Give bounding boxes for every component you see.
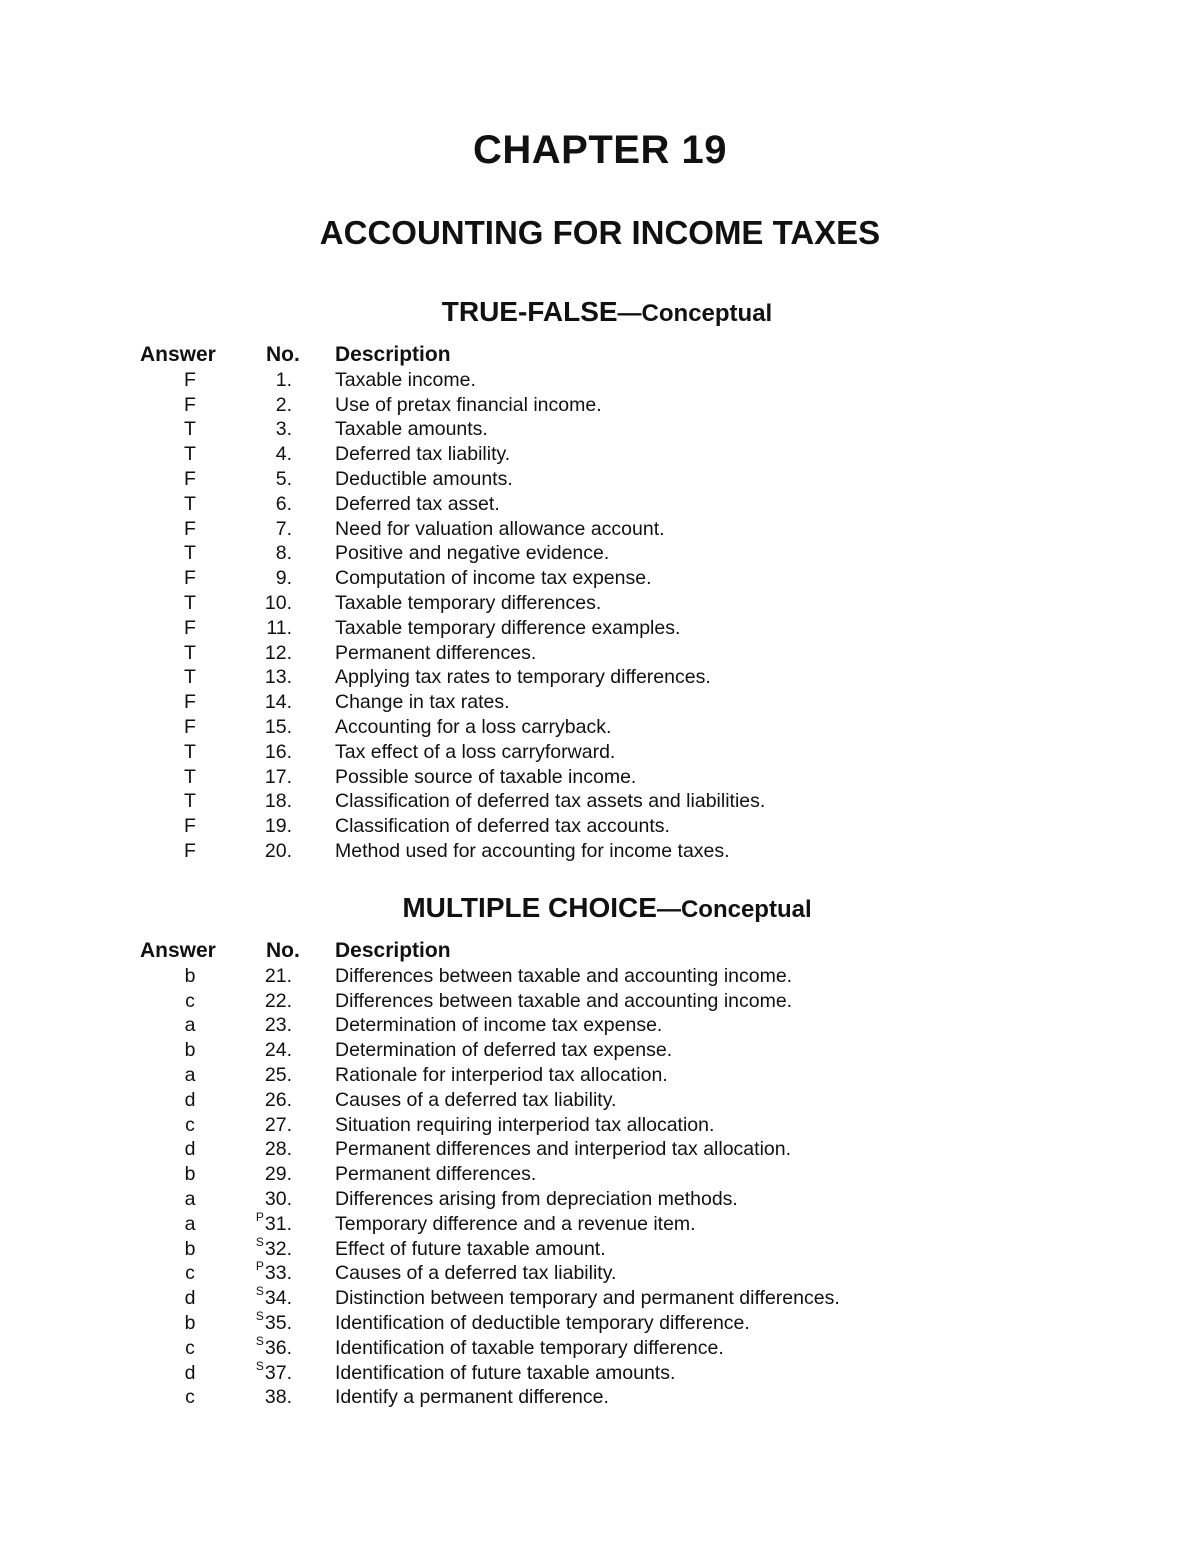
question-number: 31.: [264, 1212, 292, 1235]
number-cell: [230, 566, 292, 591]
question-number: 38.: [264, 1386, 292, 1409]
description-cell: Permanent differences and interperiod tax allocation.: [335, 1138, 792, 1161]
answer-cell: T: [184, 790, 196, 813]
answer-cell: T: [184, 765, 196, 788]
answer-column-header: Answer: [140, 939, 216, 962]
description-cell: Need for valuation allowance account.: [335, 517, 665, 540]
question-number: 9.: [275, 567, 292, 590]
description-cell: Tax effect of a loss carryforward.: [335, 740, 616, 763]
number-cell: [230, 740, 292, 765]
table-row: [0, 1358, 1200, 1386]
answer-cell: T: [184, 641, 196, 664]
table-row: [0, 690, 1200, 715]
multiple-choice-heading-main: MULTIPLE CHOICE: [402, 892, 657, 923]
number-cell: [230, 789, 292, 814]
chapter-title: CHAPTER 19: [473, 128, 727, 172]
description-cell: Deductible amounts.: [335, 467, 513, 490]
table-row: [0, 1333, 1200, 1361]
question-number: 26.: [264, 1088, 292, 1111]
answer-cell: T: [184, 492, 196, 515]
question-number: 19.: [264, 815, 292, 838]
question-mark-superscript: S: [255, 1284, 264, 1299]
answer-cell: c: [185, 1336, 195, 1359]
true-false-heading-sub: —Conceptual: [617, 300, 773, 327]
number-column-header: No.: [266, 343, 300, 366]
answer-cell: T: [184, 542, 196, 565]
answer-cell: F: [184, 815, 196, 838]
question-number: 24.: [264, 1039, 292, 1062]
table-row: [0, 715, 1200, 740]
question-number: 18.: [264, 790, 292, 813]
answer-cell: b: [184, 1039, 196, 1062]
answer-cell: F: [184, 517, 196, 540]
table-row: [0, 591, 1200, 616]
answer-cell: d: [184, 1088, 196, 1111]
table-row: [0, 1234, 1200, 1262]
number-cell: [230, 368, 292, 393]
description-cell: Classification of deferred tax assets and liabilities.: [335, 790, 766, 813]
answer-cell: F: [184, 691, 196, 714]
description-cell: Rationale for interperiod tax allocation.: [335, 1063, 668, 1086]
question-mark-superscript: P: [255, 1209, 264, 1224]
description-cell: Deferred tax liability.: [335, 443, 511, 466]
question-number: 36.: [264, 1336, 292, 1359]
table-row: [0, 1063, 1200, 1088]
question-number: 22.: [264, 989, 292, 1012]
question-number: 8.: [275, 542, 292, 565]
answer-cell: c: [185, 1386, 195, 1409]
question-number: 15.: [264, 715, 292, 738]
description-cell: Taxable income.: [335, 368, 476, 391]
description-cell: Use of pretax financial income.: [335, 393, 602, 416]
number-cell: [230, 1358, 292, 1388]
question-number: 29.: [264, 1163, 292, 1186]
answer-cell: a: [184, 1014, 196, 1037]
table-row: [0, 1385, 1200, 1410]
question-number: 12.: [264, 641, 292, 664]
question-number: 4.: [275, 443, 292, 466]
multiple-choice-heading: [0, 892, 1200, 924]
chapter-subtitle: ACCOUNTING FOR INCOME TAXES: [319, 214, 881, 251]
question-number: 13.: [264, 666, 292, 689]
table-row: [0, 1261, 1200, 1286]
number-cell: [230, 989, 292, 1014]
table-row: [0, 517, 1200, 542]
question-mark-superscript: S: [255, 1358, 264, 1373]
number-cell: [230, 517, 292, 542]
number-cell: [230, 839, 292, 864]
description-cell: Determination of deferred tax expense.: [335, 1039, 673, 1062]
question-number: 14.: [264, 691, 292, 714]
description-cell: Taxable amounts.: [335, 418, 488, 441]
table-row: [0, 1013, 1200, 1038]
question-number: 25.: [264, 1063, 292, 1086]
table-row: [0, 566, 1200, 591]
description-cell: Applying tax rates to temporary differences.: [335, 666, 711, 689]
number-cell: [230, 541, 292, 566]
description-cell: Effect of future taxable amount.: [335, 1237, 606, 1260]
question-number: 17.: [264, 765, 292, 788]
description-cell: Identification of future taxable amounts.: [335, 1361, 676, 1384]
answer-cell: d: [184, 1361, 196, 1384]
number-cell: [230, 665, 292, 690]
answer-cell: b: [184, 1163, 196, 1186]
number-column-header: No.: [266, 939, 300, 962]
number-cell: [230, 1187, 292, 1212]
description-cell: Identification of deductible temporary difference.: [335, 1311, 750, 1334]
description-cell: Deferred tax asset.: [335, 492, 500, 515]
number-cell: [230, 1063, 292, 1088]
question-number: 11.: [266, 616, 292, 639]
multiple-choice-rows: [0, 964, 1200, 1410]
description-cell: Temporary difference and a revenue item.: [335, 1212, 696, 1235]
answer-cell: b: [184, 964, 196, 987]
answer-cell: a: [184, 1063, 196, 1086]
question-number: 34.: [264, 1287, 292, 1310]
true-false-heading: [0, 296, 1200, 328]
answer-cell: T: [184, 443, 196, 466]
true-false-heading-main: TRUE-FALSE: [441, 296, 618, 327]
description-column-header: Description: [335, 939, 451, 962]
table-row: [0, 1088, 1200, 1113]
table-row: [0, 740, 1200, 765]
description-cell: Permanent differences.: [335, 1163, 537, 1186]
question-number: 7.: [275, 517, 292, 540]
description-cell: Identify a permanent difference.: [335, 1386, 609, 1409]
number-cell: [230, 1162, 292, 1187]
answer-cell: b: [184, 1237, 196, 1260]
table-header-row: [0, 343, 1200, 368]
table-row: [0, 368, 1200, 393]
description-cell: Change in tax rates.: [335, 691, 510, 714]
number-cell: [230, 641, 292, 666]
answer-cell: T: [184, 418, 196, 441]
description-cell: Differences between taxable and accounting income.: [335, 964, 793, 987]
answer-cell: a: [184, 1212, 196, 1235]
table-row: [0, 641, 1200, 666]
answer-cell: F: [184, 467, 196, 490]
number-cell: [230, 1113, 292, 1138]
table-header-row: [0, 939, 1200, 964]
table-row: [0, 1137, 1200, 1162]
question-number: 1.: [275, 368, 292, 391]
question-number: 37.: [264, 1361, 292, 1384]
question-mark-superscript: S: [255, 1308, 264, 1323]
table-row: [0, 765, 1200, 790]
question-number: 6.: [275, 492, 292, 515]
question-number: 23.: [264, 1014, 292, 1037]
number-cell: [230, 1088, 292, 1113]
true-false-rows: [0, 368, 1200, 864]
question-number: 2.: [275, 393, 292, 416]
true-false-table: [0, 343, 1200, 864]
table-row: [0, 393, 1200, 418]
answer-cell: T: [184, 666, 196, 689]
number-cell: [230, 814, 292, 839]
question-number: 30.: [264, 1187, 292, 1210]
description-cell: Distinction between temporary and permanent differences.: [335, 1287, 840, 1310]
question-number: 10.: [264, 591, 292, 614]
table-row: [0, 616, 1200, 641]
table-row: [0, 1187, 1200, 1212]
description-cell: Identification of taxable temporary difference.: [335, 1336, 724, 1359]
question-number: 33.: [264, 1262, 292, 1285]
answer-cell: F: [184, 839, 196, 862]
number-cell: [230, 964, 292, 989]
description-cell: Accounting for a loss carryback.: [335, 715, 612, 738]
table-row: [0, 789, 1200, 814]
question-number: 27.: [264, 1113, 292, 1136]
question-mark-superscript: P: [255, 1259, 264, 1274]
question-number: 28.: [264, 1138, 292, 1161]
multiple-choice-heading-sub: —Conceptual: [656, 896, 812, 923]
table-row: [0, 989, 1200, 1014]
table-row: [0, 492, 1200, 517]
description-cell: Causes of a deferred tax liability.: [335, 1262, 617, 1285]
number-cell: [230, 690, 292, 715]
answer-cell: T: [184, 740, 196, 763]
description-cell: Differences arising from depreciation methods.: [335, 1187, 738, 1210]
table-row: [0, 442, 1200, 467]
question-number: 3.: [275, 418, 292, 441]
description-cell: Taxable temporary differences.: [335, 591, 602, 614]
answer-cell: b: [184, 1311, 196, 1334]
description-cell: Positive and negative evidence.: [335, 542, 610, 565]
description-cell: Possible source of taxable income.: [335, 765, 637, 788]
answer-column-header: Answer: [140, 343, 216, 366]
table-row: [0, 1113, 1200, 1138]
table-row: [0, 1308, 1200, 1336]
answer-cell: a: [184, 1187, 196, 1210]
question-mark-superscript: S: [255, 1234, 264, 1249]
number-cell: [230, 1038, 292, 1063]
question-number: 20.: [264, 839, 292, 862]
answer-cell: F: [184, 368, 196, 391]
answer-cell: F: [184, 715, 196, 738]
number-cell: [230, 1385, 292, 1410]
table-row: [0, 814, 1200, 839]
number-cell: [230, 417, 292, 442]
table-row: [0, 1286, 1200, 1311]
description-cell: Determination of income tax expense.: [335, 1014, 663, 1037]
table-row: [0, 1209, 1200, 1237]
number-cell: [230, 715, 292, 740]
multiple-choice-table: [0, 939, 1200, 1410]
description-cell: Permanent differences.: [335, 641, 537, 664]
number-cell: [230, 393, 292, 418]
answer-cell: d: [184, 1287, 196, 1310]
table-row: [0, 417, 1200, 442]
table-row: [0, 839, 1200, 864]
description-column-header: Description: [335, 343, 451, 366]
description-cell: Differences between taxable and accounting income.: [335, 989, 793, 1012]
answer-cell: d: [184, 1138, 196, 1161]
answer-cell: F: [184, 616, 196, 639]
question-number: 32.: [264, 1237, 292, 1260]
table-row: [0, 964, 1200, 989]
number-cell: [230, 616, 292, 641]
answer-cell: c: [185, 989, 195, 1012]
number-cell: [230, 1013, 292, 1038]
answer-cell: F: [184, 567, 196, 590]
number-cell: [230, 442, 292, 467]
answer-cell: c: [185, 1113, 195, 1136]
number-cell: [230, 492, 292, 517]
number-cell: [230, 1137, 292, 1162]
table-row: [0, 1162, 1200, 1187]
answer-cell: c: [185, 1262, 195, 1285]
description-cell: Computation of income tax expense.: [335, 567, 652, 590]
table-row: [0, 467, 1200, 492]
number-cell: [230, 765, 292, 790]
description-cell: Classification of deferred tax accounts.: [335, 815, 670, 838]
table-row: [0, 1038, 1200, 1063]
answer-cell: T: [184, 591, 196, 614]
table-row: [0, 665, 1200, 690]
question-number: 21.: [264, 964, 292, 987]
description-cell: Situation requiring interperiod tax allocation.: [335, 1113, 715, 1136]
number-cell: [230, 591, 292, 616]
description-cell: Causes of a deferred tax liability.: [335, 1088, 617, 1111]
table-row: [0, 541, 1200, 566]
question-mark-superscript: S: [255, 1333, 264, 1348]
answer-cell: F: [184, 393, 196, 416]
description-cell: Method used for accounting for income taxes.: [335, 839, 730, 862]
question-number: 16.: [264, 740, 292, 763]
number-cell: [230, 467, 292, 492]
question-number: 5.: [275, 467, 292, 490]
question-number: 35.: [264, 1311, 292, 1334]
description-cell: Taxable temporary difference examples.: [335, 616, 681, 639]
